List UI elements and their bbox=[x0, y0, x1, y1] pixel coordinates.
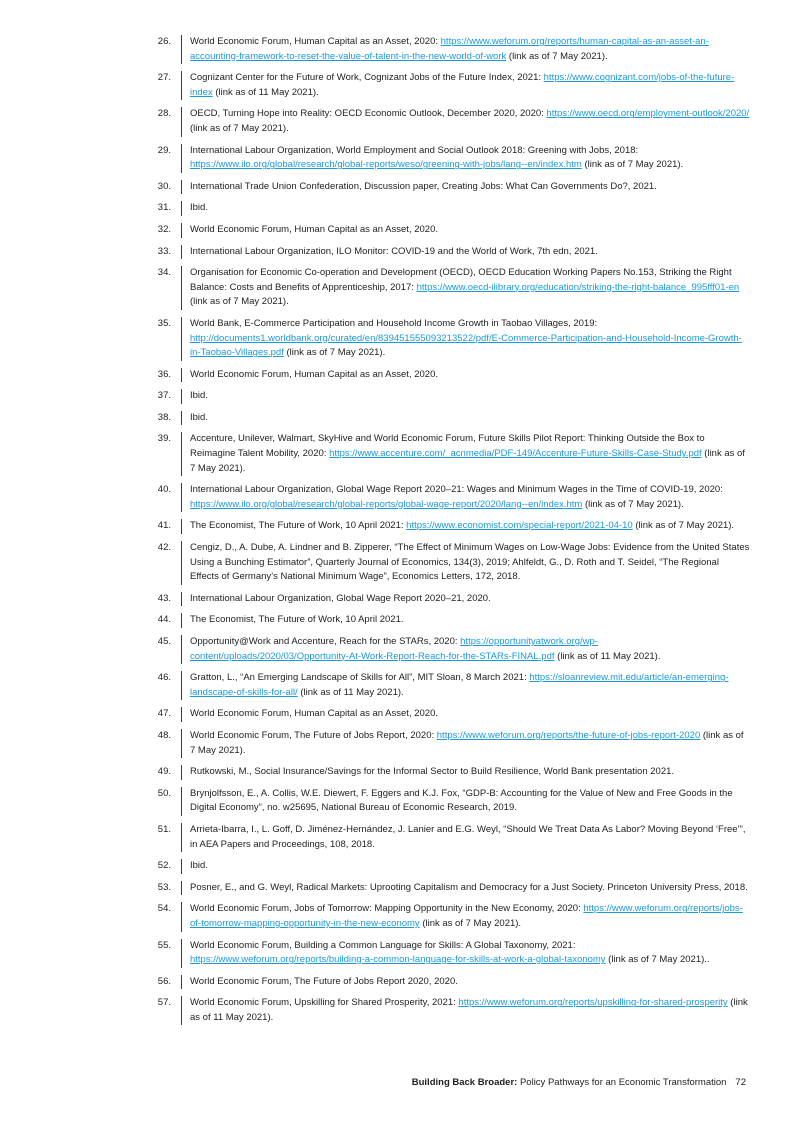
reference-link-note: (link as of 7 May 2021). bbox=[190, 296, 289, 308]
reference-citation: The Economist, The Future of Work, 10 April 2021: bbox=[190, 520, 407, 532]
reference-item bbox=[130, 613, 750, 628]
reference-text bbox=[181, 71, 750, 100]
reference-number: 57. bbox=[157, 997, 171, 1009]
reference-link-note: (link as of 7 May 2021). bbox=[632, 520, 735, 532]
reference-number: 50. bbox=[157, 787, 171, 799]
reference-number: 40. bbox=[157, 484, 171, 496]
reference-text bbox=[181, 180, 750, 195]
reference-citation: Opportunity@Work and Accenture, Reach for the STARs, 2020: bbox=[190, 636, 461, 647]
reference-citation: Organisation for Economic Co-operation and Development (OECD), OECD Education Working Papers No.153, Striking the Right Balance: Costs and Benefits of Apprenticeship, 2017: bbox=[190, 267, 732, 293]
reference-citation: International Labour Organization, ILO Monitor: COVID-19 and the World of Work, 7th edn, 2021. bbox=[190, 245, 598, 257]
reference-text bbox=[181, 266, 750, 310]
reference-number: 26. bbox=[157, 36, 171, 47]
reference-number: 42. bbox=[157, 542, 171, 554]
reference-text bbox=[181, 432, 750, 476]
reference-item bbox=[130, 902, 750, 931]
reference-link-note: (link as of 11 May 2021). bbox=[297, 686, 404, 698]
reference-link[interactable]: https://www.economist.com/special-report/2021-04-10 bbox=[406, 520, 633, 532]
reference-citation: World Bank, E-Commerce Participation and Household Income Growth in Taobao Villages, 2019: bbox=[190, 317, 598, 329]
reference-item bbox=[130, 483, 750, 512]
reference-number: 29. bbox=[157, 144, 171, 156]
reference-citation: World Economic Forum, Jobs of Tomorrow: Mapping Opportunity in the New Economy, 2020: bbox=[190, 903, 584, 915]
reference-text bbox=[181, 223, 750, 238]
reference-citation: The Economist, The Future of Work, 10 April 2021. bbox=[190, 614, 404, 626]
reference-number: 27. bbox=[157, 72, 171, 84]
reference-item bbox=[130, 223, 750, 238]
reference-citation: Ibid. bbox=[190, 390, 208, 402]
reference-link[interactable]: https://www.oecd-ilibrary.org/education/striking-the-right-balance_995fff01-en bbox=[416, 281, 740, 293]
reference-item bbox=[130, 541, 750, 585]
reference-item bbox=[130, 765, 750, 780]
reference-citation: World Economic Forum, The Future of Jobs Report 2020, 2020. bbox=[190, 975, 458, 987]
reference-item bbox=[130, 107, 750, 136]
reference-list bbox=[130, 35, 750, 1032]
reference-citation: World Economic Forum, Human Capital as an Asset, 2020. bbox=[190, 223, 438, 235]
reference-text bbox=[181, 859, 750, 874]
reference-citation: World Economic Forum, The Future of Jobs Report, 2020: bbox=[190, 729, 437, 741]
reference-text bbox=[181, 389, 750, 404]
reference-number: 44. bbox=[157, 614, 171, 626]
reference-number: 45. bbox=[157, 636, 171, 647]
reference-number: 36. bbox=[157, 368, 171, 380]
page-footer bbox=[412, 1077, 746, 1089]
reference-item bbox=[130, 787, 750, 816]
reference-number: 37. bbox=[157, 390, 171, 402]
reference-number: 33. bbox=[157, 245, 171, 257]
reference-item bbox=[130, 939, 750, 968]
reference-item bbox=[130, 71, 750, 100]
reference-item bbox=[130, 266, 750, 310]
reference-citation: World Economic Forum, Human Capital as an Asset, 2020: bbox=[190, 36, 441, 47]
reference-number: 51. bbox=[157, 823, 171, 835]
reference-citation: Posner, E., and G. Weyl, Radical Markets: Uprooting Capitalism and Democracy for a Just Society. Princeton University Press, 2018. bbox=[190, 881, 748, 893]
reference-citation: World Economic Forum, Upskilling for Shared Prosperity, 2021: bbox=[190, 997, 459, 1009]
reference-text bbox=[181, 541, 750, 585]
reference-citation: World Economic Forum, Human Capital as an Asset, 2020. bbox=[190, 368, 438, 380]
reference-link-note: (link as of 7 May 2021). bbox=[419, 917, 522, 929]
reference-item bbox=[130, 707, 750, 722]
reference-item bbox=[130, 975, 750, 990]
reference-citation: International Labour Organization, Global Wage Report 2020–21, 2020. bbox=[190, 592, 491, 604]
reference-citation: World Economic Forum, Building a Common Language for Skills: A Global Taxonomy, 2021: bbox=[190, 939, 576, 951]
reference-text bbox=[181, 368, 750, 383]
reference-link-note: (link as of 7 May 2021). bbox=[190, 122, 289, 134]
reference-item bbox=[130, 823, 750, 852]
reference-link[interactable]: https://sloanreview.mit.edu/article/an-emerging-landscape-of-skills-for-all/ bbox=[190, 672, 729, 698]
reference-item bbox=[130, 881, 750, 896]
reference-number: 41. bbox=[157, 520, 171, 532]
reference-item bbox=[130, 317, 750, 361]
reference-citation: Rutkowski, M., Social Insurance/Savings for the Informal Sector to Build Resilience, World Bank presentation 2021. bbox=[190, 766, 675, 778]
reference-citation: Cognizant Center for the Future of Work, Cognizant Jobs of the Future Index, 2021: bbox=[190, 72, 544, 84]
reference-number: 49. bbox=[157, 766, 171, 778]
reference-link-note: (link as of 7 May 2021). bbox=[190, 729, 744, 756]
reference-link-note: (link as of 11 May 2021). bbox=[554, 650, 661, 662]
reference-item bbox=[130, 519, 750, 534]
reference-link[interactable]: https://www.cognizant.com/jobs-of-the-future-index bbox=[190, 72, 735, 98]
reference-link-note: (link as of 7 May 2021). bbox=[582, 498, 684, 510]
reference-item bbox=[130, 389, 750, 404]
reference-text bbox=[181, 201, 750, 216]
reference-number: 46. bbox=[157, 672, 171, 684]
footer-title-rest: Policy Pathways for an Economic Transformation bbox=[517, 1077, 727, 1088]
reference-link[interactable]: http://documents1.worldbank.org/curated/en/839451555093213522/pdf/E-Commerce-Participation-and-Household-Income-Growth-in-Taobao-Villages.pdf bbox=[190, 332, 742, 359]
reference-number: 55. bbox=[157, 939, 171, 951]
reference-text bbox=[181, 107, 750, 136]
reference-item bbox=[130, 996, 750, 1025]
reference-number: 53. bbox=[157, 881, 171, 893]
reference-item bbox=[130, 35, 750, 64]
reference-number: 54. bbox=[157, 903, 171, 915]
reference-number: 35. bbox=[157, 317, 171, 329]
reference-number: 28. bbox=[157, 108, 171, 120]
reference-link[interactable]: https://opportunityatwork.org/wp-content/uploads/2020/03/Opportunity-At-Work-Report-Reach-for-the-STARs-FINAL.pdf bbox=[190, 636, 598, 662]
reference-item bbox=[130, 411, 750, 426]
reference-text bbox=[181, 519, 750, 534]
reference-citation: Gratton, L., “An Emerging Landscape of Skills for All”, MIT Sloan, 8 March 2021: bbox=[190, 672, 530, 684]
reference-citation: International Labour Organization, Global Wage Report 2020–21: Wages and Minimum Wages in the Time of COVID-19, 2020: bbox=[190, 484, 723, 496]
reference-citation: Ibid. bbox=[190, 202, 208, 214]
reference-text bbox=[181, 787, 750, 816]
reference-text bbox=[181, 592, 750, 607]
reference-number: 34. bbox=[157, 267, 171, 279]
reference-link[interactable]: https://www.weforum.org/reports/human-capital-as-an-asset-an-accounting-framework-to-reset-the-value-of-talent-in-the-new-world-of-work bbox=[190, 36, 709, 62]
reference-text bbox=[181, 975, 750, 990]
reference-citation: International Labour Organization, World Employment and Social Outlook 2018: Greening with Jobs, 2018: bbox=[190, 144, 639, 156]
reference-item bbox=[130, 859, 750, 874]
reference-number: 48. bbox=[157, 729, 171, 741]
footer-title-bold: Building Back Broader: bbox=[411, 1077, 518, 1088]
reference-number: 43. bbox=[157, 592, 171, 604]
reference-item bbox=[130, 432, 750, 476]
page-number: 72 bbox=[735, 1077, 746, 1088]
reference-item bbox=[130, 144, 750, 173]
reference-citation: International Trade Union Confederation, Discussion paper, Creating Jobs: What Can Governments Do?, 2021. bbox=[190, 180, 657, 192]
reference-link[interactable]: https://www.weforum.org/reports/building-a-common-language-for-skills-at-work-a-global-taxonomy bbox=[190, 954, 606, 966]
reference-item bbox=[130, 368, 750, 383]
reference-link-note: (link as of 11 May 2021). bbox=[190, 997, 748, 1023]
reference-text bbox=[181, 823, 750, 852]
reference-link[interactable]: https://www.oecd.org/employment-outlook/2020/ bbox=[546, 108, 750, 120]
reference-text bbox=[181, 317, 750, 361]
reference-item bbox=[130, 729, 750, 758]
reference-item bbox=[130, 671, 750, 700]
reference-number: 39. bbox=[157, 433, 171, 445]
reference-item bbox=[130, 245, 750, 260]
reference-text bbox=[181, 902, 750, 931]
reference-link-note: (link as of 7 May 2021). bbox=[506, 50, 608, 62]
reference-link-note: (link as of 11 May 2021). bbox=[212, 86, 319, 98]
reference-link-note: (link as of 7 May 2021). bbox=[283, 347, 386, 359]
reference-link[interactable]: https://www.ilo.org/global/research/global-reports/global-wage-report/2020/lang--en/index.htm bbox=[190, 498, 583, 510]
reference-link-note: (link as of 7 May 2021). bbox=[190, 448, 745, 474]
reference-item bbox=[130, 201, 750, 216]
reference-link[interactable]: https://www.accenture.com/_acnmedia/PDF-149/Accenture-Future-Skills-Case-Study.pdf bbox=[329, 448, 702, 460]
reference-number: 52. bbox=[157, 860, 171, 872]
reference-number: 47. bbox=[157, 708, 171, 720]
reference-text bbox=[181, 729, 750, 758]
reference-item bbox=[130, 592, 750, 607]
reference-citation: Ibid. bbox=[190, 411, 208, 423]
reference-text bbox=[181, 483, 750, 512]
reference-citation: Arrieta-Ibarra, I., L. Goff, D. Jiménez-Hernández, J. Lanier and E.G. Weyl, “Should We Treat Data As Labor? Moving Beyond ‘Free’”, in AEA Papers and Proceedings, 108, 2018. bbox=[190, 823, 746, 850]
reference-link-note: (link as of 7 May 2021).. bbox=[605, 954, 710, 966]
reference-text bbox=[181, 613, 750, 628]
reference-item bbox=[130, 180, 750, 195]
reference-number: 31. bbox=[157, 202, 171, 214]
reference-text bbox=[181, 765, 750, 780]
reference-citation: Ibid. bbox=[190, 860, 208, 872]
reference-citation: Brynjolfsson, E., A. Collis, W.E. Diewert, F. Eggers and K.J. Fox, “GDP-B: Accounting for the Value of New and Free Goods in the Digital Economy”, no. w25695, National Bureau of Economic Research, 2019. bbox=[190, 787, 733, 814]
reference-link[interactable]: https://www.weforum.org/reports/upskilling-for-shared-prosperity bbox=[458, 997, 728, 1009]
reference-text bbox=[181, 411, 750, 426]
reference-text bbox=[181, 245, 750, 260]
reference-citation: OECD, Turning Hope into Reality: OECD Economic Outlook, December 2020, 2020: bbox=[190, 108, 547, 120]
reference-link-note: (link as of 7 May 2021). bbox=[581, 159, 684, 171]
reference-text bbox=[181, 144, 750, 173]
reference-item bbox=[130, 635, 750, 664]
reference-number: 32. bbox=[157, 223, 171, 235]
reference-citation: Cengiz, D., A. Dube, A. Lindner and B. Zipperer, “The Effect of Minimum Wages on Low-Wage Jobs: Evidence from the United States Using a Bunching Estimator”, Quarterly Journal of Economics, 134(3), 2019; Ahlfeldt, G., D. Roth and T. Seidel, “The Regional Effects of Germany’s National Minimum Wage”, Economics Letters, 172, 2018. bbox=[190, 542, 750, 583]
reference-number: 56. bbox=[157, 975, 171, 987]
reference-link[interactable]: https://www.weforum.org/reports/jobs-of-tomorrow-mapping-opportunity-in-the-new-economy bbox=[190, 903, 743, 929]
reference-text bbox=[181, 939, 750, 968]
reference-citation: World Economic Forum, Human Capital as an Asset, 2020. bbox=[190, 708, 438, 720]
reference-text bbox=[181, 996, 750, 1025]
reference-link[interactable]: https://www.ilo.org/global/research/global-reports/weso/greening-with-jobs/lang--en/index.htm bbox=[190, 159, 582, 171]
reference-number: 38. bbox=[157, 411, 171, 423]
reference-text bbox=[181, 35, 750, 64]
reference-text bbox=[181, 671, 750, 700]
reference-text bbox=[181, 707, 750, 722]
reference-text bbox=[181, 881, 750, 896]
reference-citation: Accenture, Unilever, Walmart, SkyHive and World Economic Forum, Future Skills Pilot Report: Thinking Outside the Box to Reimagine Talent Mobility, 2020: bbox=[190, 433, 705, 460]
reference-text bbox=[181, 635, 750, 664]
reference-link[interactable]: https://www.weforum.org/reports/the-future-of-jobs-report-2020 bbox=[436, 729, 701, 741]
reference-number: 30. bbox=[157, 180, 171, 192]
